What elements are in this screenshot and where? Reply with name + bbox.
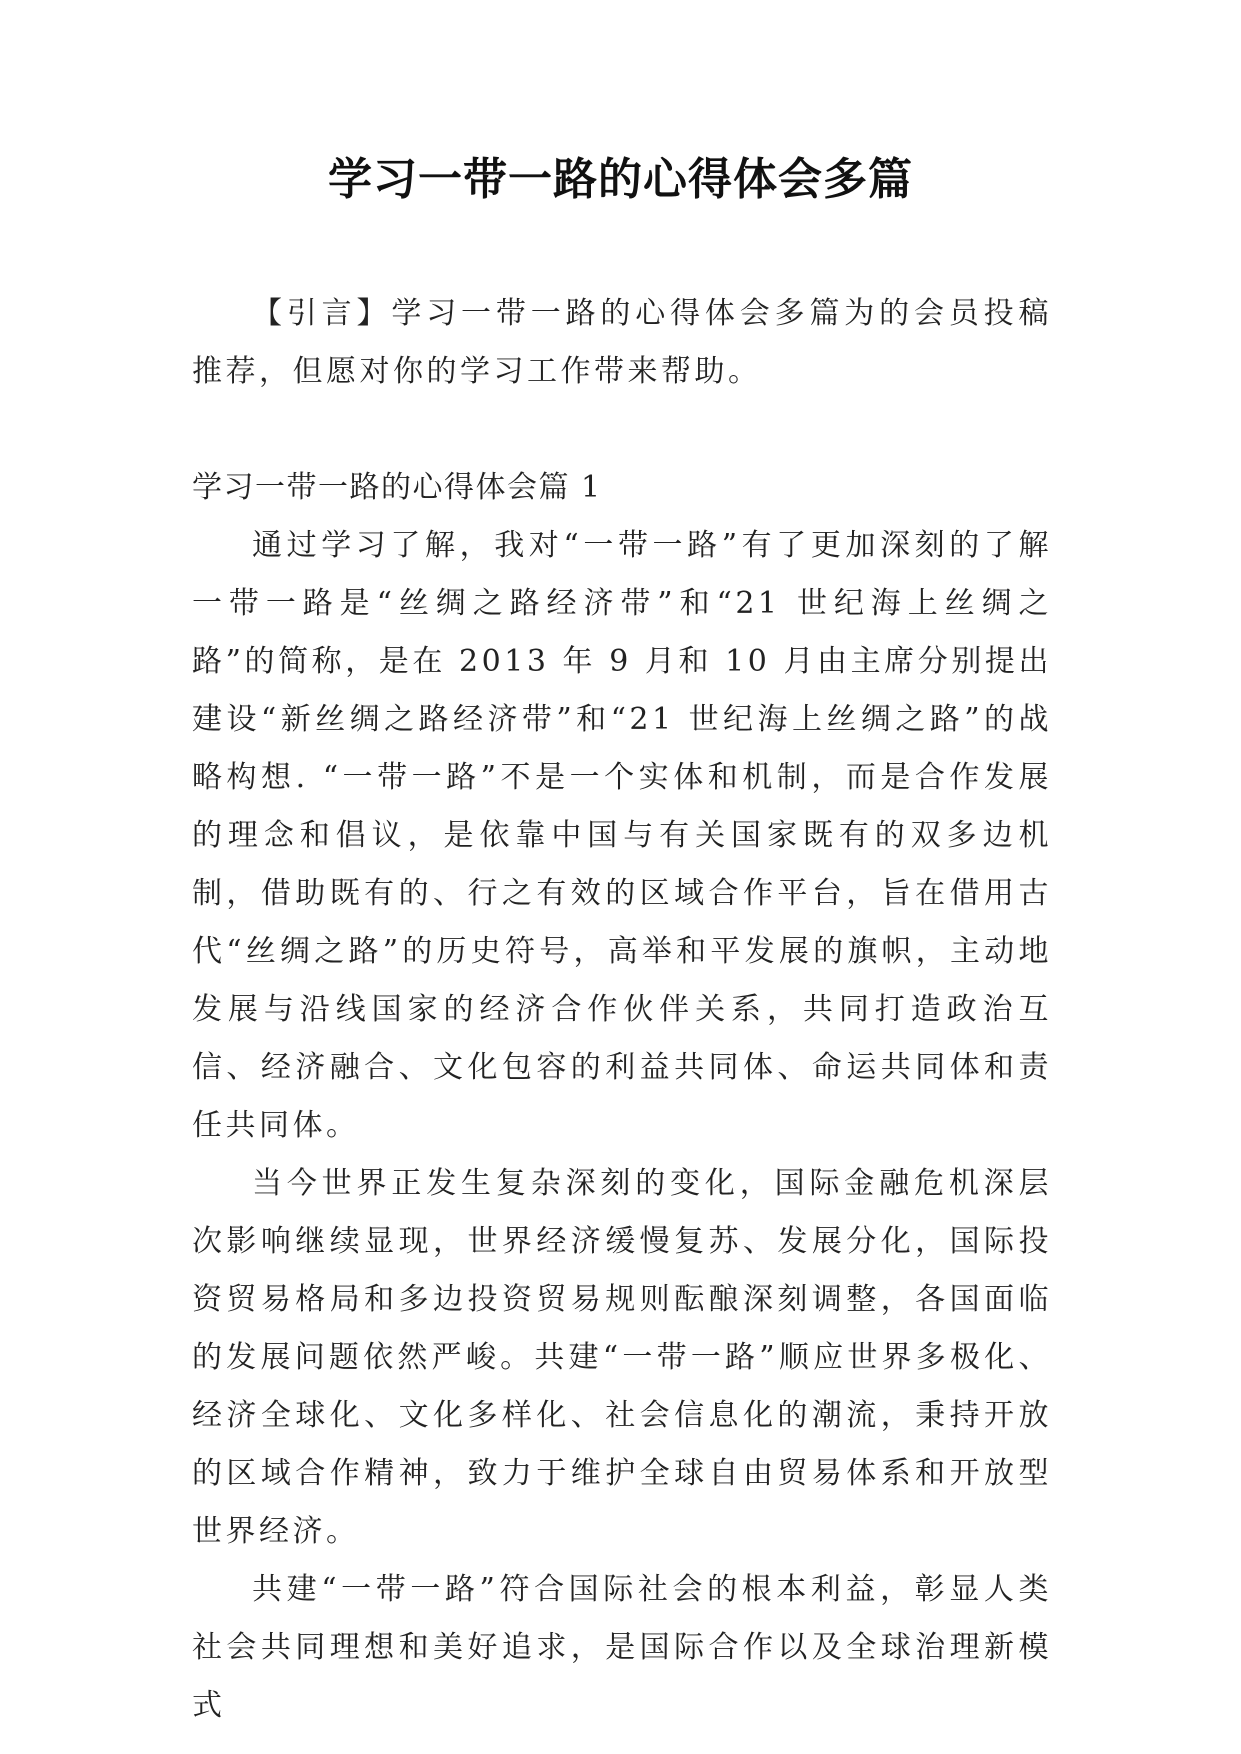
intro-paragraph: 【引言】学习一带一路的心得体会多篇为的会员投稿推荐，但愿对你的学习工作带来帮助。 (192, 296, 1052, 389)
section-heading: 学习一带一路的心得体会篇 1 (192, 470, 602, 505)
document-title: 学习一带一路的心得体会多篇 (328, 154, 913, 205)
body-paragraph-2: 当今世界正发生复杂深刻的变化，国际金融危机深层次影响继续显现，世界经济缓慢复苏、发展分化，国际投资贸易格局和多边投资贸易规则酝酿深刻调整，各国面临的发展问题依然严峻。共建“一带一路”顺应世界多极化、经济全球化、文化多样化、社会信息化的潮流，秉持开放的区域合作精神，致力于维护全球自由贸易体系和开放型世界经济。 (192, 1166, 1052, 1549)
document-body (192, 285, 1052, 1735)
body-paragraph-3: 共建“一带一路”符合国际社会的根本利益，彰显人类社会共同理想和美好追求，是国际合作以及全球治理新模式 (192, 1572, 1052, 1723)
body-paragraph-1: 通过学习了解，我对“一带一路”有了更加深刻的了解一带一路是“丝绸之路经济带”和“21 世纪海上丝绸之路”的简称，是在 2013 年 9 月和 10 月由主席分别提出建设“新丝绸之路经济带”和“21 世纪海上丝绸之路”的战略构想. “一带一路”不是一个实体和机制，而是合作发展的理念和倡议，是依靠中国与有关国家既有的双多边机制，借助既有的、行之有效的区域合作平台，旨在借用古代“丝绸之路”的历史符号，高举和平发展的旗帜，主动地发展与沿线国家的经济合作伙伴关系，共同打造政治互信、经济融合、文化包容的利益共同体、命运共同体和责任共同体。 (192, 528, 1052, 1143)
